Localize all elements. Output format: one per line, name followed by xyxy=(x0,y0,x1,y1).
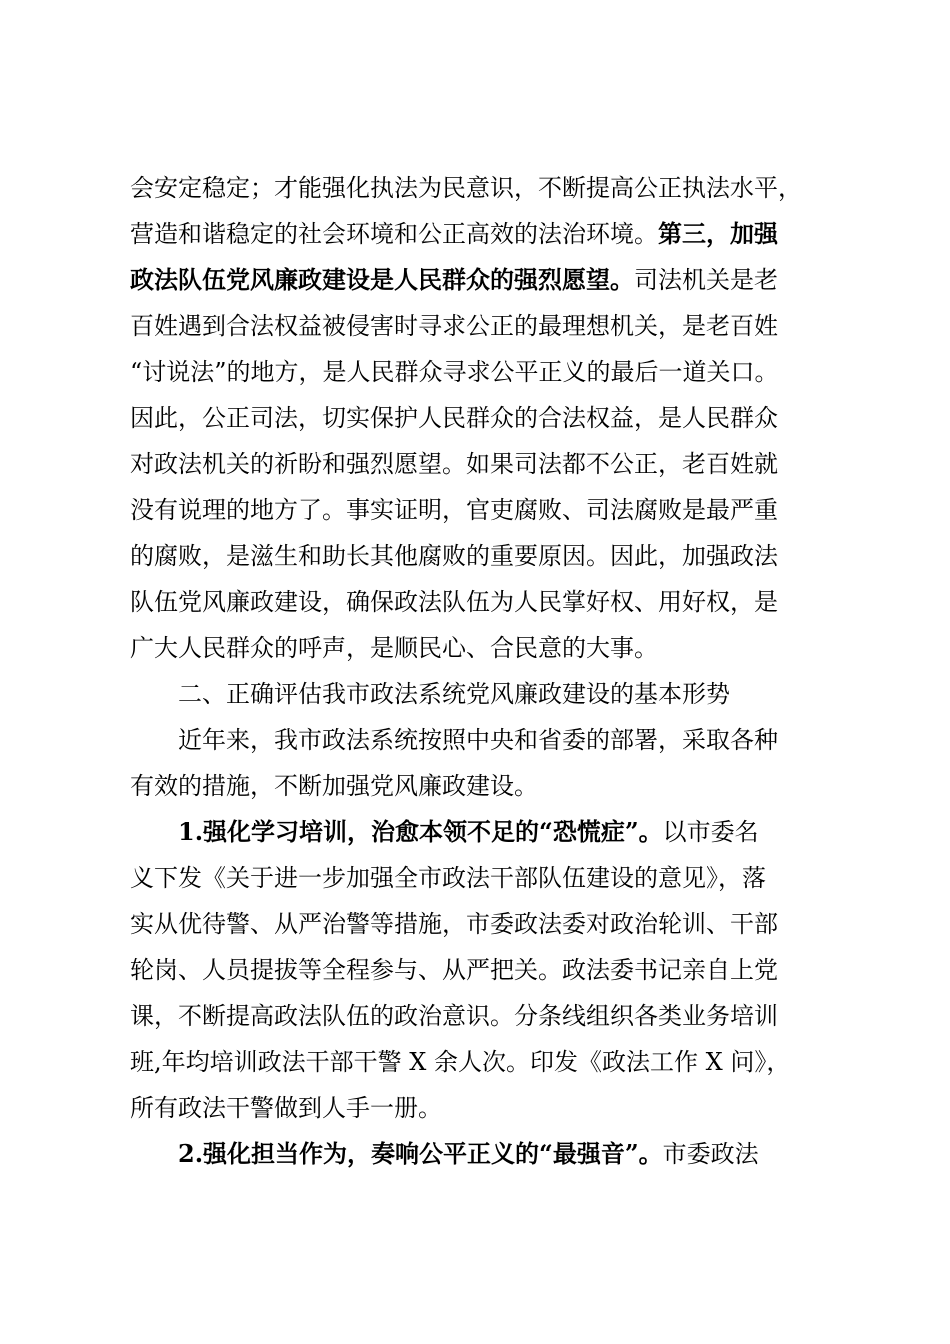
text-line xyxy=(130,257,835,303)
text-run: 营造和谐稳定的社会环境和公正高效的法治环境。 xyxy=(130,220,658,248)
text-run: 以市委名 xyxy=(662,818,759,846)
paragraph-point-1 xyxy=(130,809,835,1131)
paragraph-third-point xyxy=(130,165,835,671)
text-line: 没有说理的地方了。事实证明，官吏腐败、司法腐败是最严重 xyxy=(130,496,778,524)
text-line: 近年来，我市政法系统按照中央和省委的部署，采取各种 xyxy=(178,726,778,754)
text-line: 百姓遇到合法权益被侵害时寻求公正的最理想机关，是老百姓 xyxy=(130,312,778,340)
text-line: 实从优待警、从严治警等措施，市委政法委对政治轮训、干部 xyxy=(130,910,778,938)
section-heading xyxy=(178,671,883,717)
text-line: 班,年均培训政法干部干警 X 余人次。印发《政法工作 X 问》， xyxy=(130,1048,791,1076)
text-line: 义下发《关于进一步加强全市政法干部队伍建设的意见》，落 xyxy=(130,864,766,892)
text-run: 市委政法 xyxy=(662,1140,759,1168)
text-line: 会安定稳定；才能强化执法为民意识，不断提高公正执法水平， xyxy=(130,174,802,202)
bold-lead: 政法队伍党风廉政建设是人民群众的强烈愿望。 xyxy=(130,265,634,294)
paragraph-intro xyxy=(130,717,835,809)
text-line xyxy=(130,211,835,257)
text-line: 有效的措施，不断加强党风廉政建设。 xyxy=(130,772,538,800)
text-line: 的腐败，是滋生和助长其他腐败的重要原因。因此，加强政法 xyxy=(130,542,778,570)
bold-lead: 2.强化担当作为，奏响公平正义的“最强音”。 xyxy=(178,1139,663,1168)
text-line: 广大人民群众的呼声，是顺民心、合民意的大事。 xyxy=(130,634,658,662)
text-run: 司法机关是老 xyxy=(634,266,778,294)
text-line: 队伍党风廉政建设，确保政法队伍为人民掌好权、用好权，是 xyxy=(130,588,778,616)
text-line xyxy=(130,809,835,855)
heading-text: 二、正确评估我市政法系统党风廉政建设的基本形势 xyxy=(178,680,730,708)
text-line: “讨说法”的地方，是人民群众寻求公平正义的最后一道关口。 xyxy=(130,358,779,386)
bold-lead: 第三，加强 xyxy=(658,219,778,248)
text-line: 因此，公正司法，切实保护人民群众的合法权益，是人民群众 xyxy=(130,404,778,432)
text-line: 轮岗、人员提拔等全程参与、从严把关。政法委书记亲自上党 xyxy=(130,956,778,984)
text-line: 课，不断提高政法队伍的政治意识。分条线组织各类业务培训 xyxy=(130,1002,778,1030)
text-line: 对政法机关的祈盼和强烈愿望。如果司法都不公正，老百姓就 xyxy=(130,450,778,478)
text-line: 所有政法干警做到人手一册。 xyxy=(130,1094,442,1122)
bold-lead: 1.强化学习培训，治愈本领不足的“恐慌症”。 xyxy=(178,817,663,846)
paragraph-point-2 xyxy=(130,1131,835,1177)
text-line xyxy=(130,1131,835,1177)
